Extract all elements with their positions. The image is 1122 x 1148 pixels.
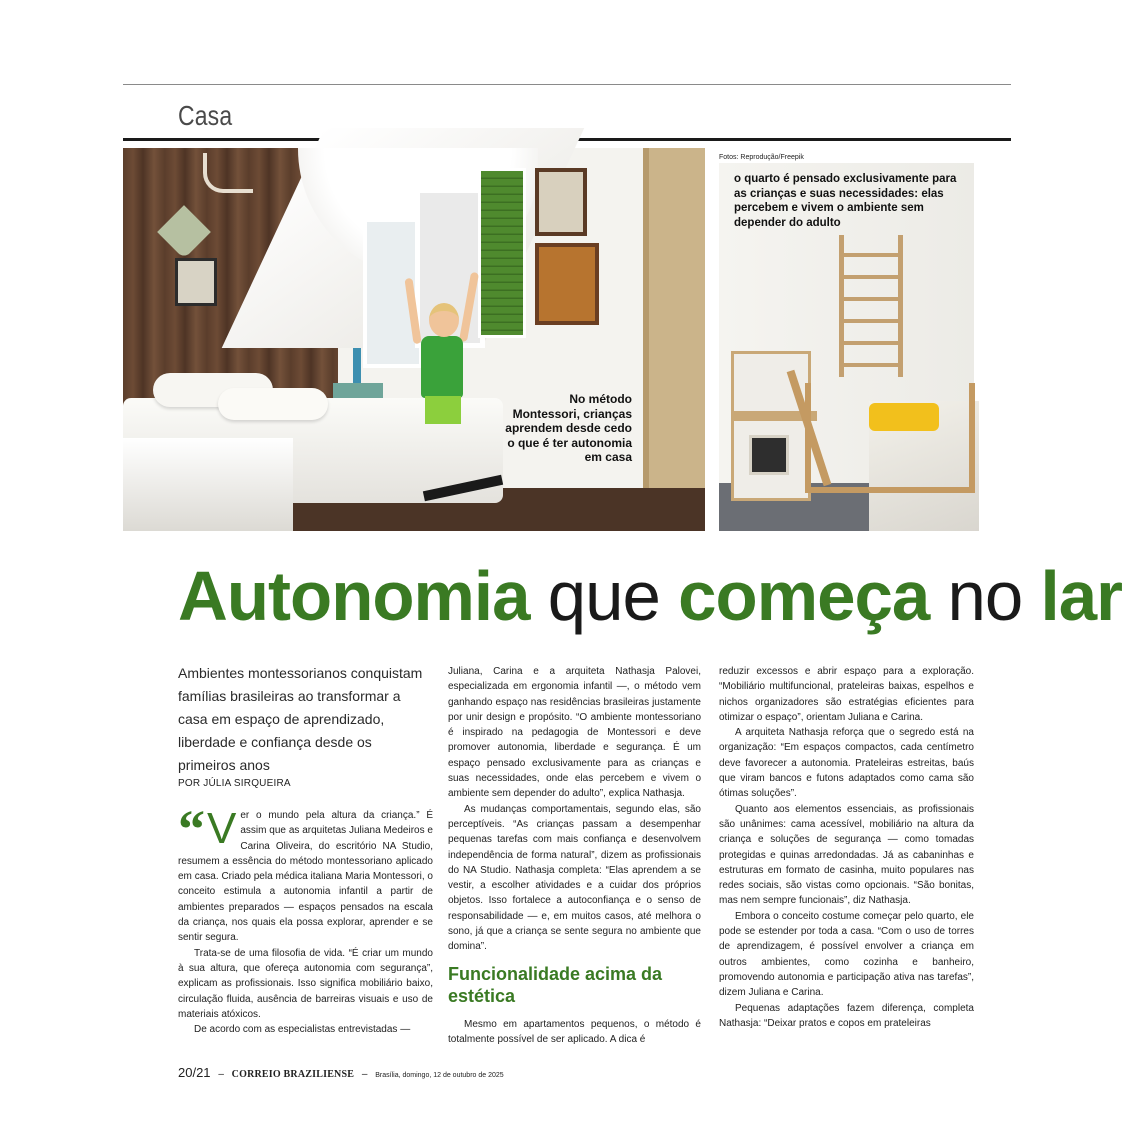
pillow — [218, 388, 328, 420]
floor-bed — [805, 383, 975, 493]
paragraph-text: er o mundo pela altura da criança.” É assim que as arquitetas Juliana Medeiros e Carina Oliveira, do escritório NA Studio, resumem a essência do método montessoriano aplicado em casa. Criado pela médica italiana Maria Montessori, o conceito estimula a autonomia infantil a partir de ambientes preparados — espaços pensados na escala da criança, nos quais ela possa explorar, aprender e se sentir segura. — [178, 810, 433, 944]
headline-word: lar — [1040, 557, 1122, 635]
photo-caption: No método Montessori, crianças aprendem desde cedo o que é ter autonomia em casa — [505, 392, 632, 464]
section-title: Casa — [178, 100, 233, 131]
antler-decoration — [203, 153, 253, 193]
drop-quote: “ — [178, 799, 205, 859]
wall-ladder — [839, 235, 903, 377]
top-rule — [123, 84, 1011, 85]
headline — [178, 556, 1122, 636]
byline — [178, 778, 291, 789]
edition-date: Brasília, domingo, 12 de outubro de 2025 — [375, 1072, 504, 1079]
page-footer — [178, 1065, 504, 1080]
picture-frame — [175, 258, 217, 306]
paragraph: Trata-se de uma filosofia de vida. “É criar um mundo à sua altura, que ofereça autonomia com segurança”, explicam as profissionais. Isso significa mobiliário baixo, circulação fluida, ausência de barreiras visuais e uso de materiais atóxicos. — [178, 947, 433, 1020]
article-column-3 — [719, 664, 974, 1031]
newspaper-brand: CORREIO BRAZILIENSE — [231, 1069, 355, 1080]
headline-word: no — [947, 557, 1023, 635]
child — [421, 336, 463, 398]
yellow-pillow — [869, 403, 939, 431]
photo-credit: Fotos: Reprodução/Freepik — [719, 154, 804, 161]
paragraph: De acordo com as especialistas entrevistadas — — [194, 1024, 411, 1036]
picture-frame — [535, 168, 587, 236]
headline-word: que — [547, 557, 660, 635]
lamp — [353, 348, 361, 383]
paragraph: Juliana, Carina e a arquiteta Nathasja Palovei, especializada em ergonomia infantil —, o método vem ganhando espaço nas residências brasileiras justamente por unir design e propósito. “O ambiente montessoriano é inspirado na pedagogia de Montessori e deve promover autonomia, liberdade e segurança. É um espaço pensado exclusivamente para as crianças e suas necessidades, onde elas percebem e vivem o ambiente sem depender do adulto”, explica Nathasja. — [448, 666, 701, 800]
footer-separator: – — [361, 1069, 368, 1080]
page-numbers: 20/21 — [178, 1065, 211, 1080]
headline-word: Autonomia — [178, 557, 530, 635]
headline-word: começa — [678, 557, 930, 635]
photo-child-bedroom — [123, 148, 705, 531]
green-shutter — [478, 168, 526, 338]
paragraph: reduzir excessos e abrir espaço para a exploração. “Mobiliário multifuncional, prateleiras baixas, espelhos e nichos organizadores são estratégias eficientes para otimizar o espaço”, orientam Juliana e Carina. — [719, 666, 974, 723]
paragraph: Mesmo em apartamentos pequenos, o método é totalmente possível de ser aplicado. A dica é — [448, 1018, 701, 1045]
drop-cap: V — [207, 804, 237, 853]
paragraph: Quanto aos elementos essenciais, as profissionais são unânimes: cama acessível, mobiliário na altura da criança e soluções de segurança — como tomadas protegidas e quinas arredondadas. Já as cabaninhas e estruturas em formato de casinha, muito populares nas redes sociais, são vistas como opcionais. “São bonitas, mas nem sempre funcionais”, diz Nathasja. — [719, 803, 974, 907]
article-column-1 — [178, 799, 433, 1037]
paragraph: Embora o conceito costume começar pelo quarto, ele pode se estender por toda a casa. “Com o uso de torres de aprendizagem, é possível envolver a criança em outros ambientes, como cozinha e banheiro, promovendo autonomia e participação ativa nas tarefas”, dizem Juliana e Carina. — [719, 910, 974, 999]
article-column-2 — [448, 664, 701, 1047]
footer-separator: – — [218, 1069, 224, 1080]
wardrobe-door — [643, 148, 705, 531]
picture-frame — [535, 243, 599, 325]
byline-prefix: POR — [178, 778, 201, 789]
paragraph: As mudanças comportamentais, segundo elas, são perceptíveis. “As crianças passam a desempenhar pequenas tarefas com mais confiança e desenvolvem independência de forma natural”, dizem as profissionais do NA Studio. Nathasja completa: “Elas aprendem a se vestir, a escolher atividades e a cuidar dos próprios objetos. Isso fortalece a autoconfiança e o senso de responsabilidade — e, em muitos casos, até melhora o sono, já que a criança se sente segura no ambiente que domina”. — [448, 803, 701, 953]
toy-kitchen — [731, 351, 811, 501]
photo-caption: o quarto é pensado exclusivamente para as crianças e suas necessidades: elas percebem e vivem o ambiente sem depender do adulto — [734, 173, 957, 229]
deck: Ambientes montessorianos conquistam famílias brasileiras ao transformar a casa em espaço de aprendizado, liberdade e confiança desde os primeiros anos — [178, 665, 423, 773]
paragraph: A arquiteta Nathasja reforça que o segredo está na organização: “Em espaços compactos, cada centímetro deve favorecer a autonomia. Prateleiras estreitas, baús que viram bancos e futons adaptados como cama são ótimas soluções”. — [719, 727, 974, 800]
byline-author: JÚLIA SIRQUEIRA — [203, 778, 291, 789]
paragraph — [178, 799, 433, 946]
paragraph: Pequenas adaptações fazem diferença, completa Nathasja: “Deixar pratos e copos em prateleiras — [719, 1002, 974, 1029]
subheading: Funcionalidade acima da estética — [448, 963, 663, 1006]
